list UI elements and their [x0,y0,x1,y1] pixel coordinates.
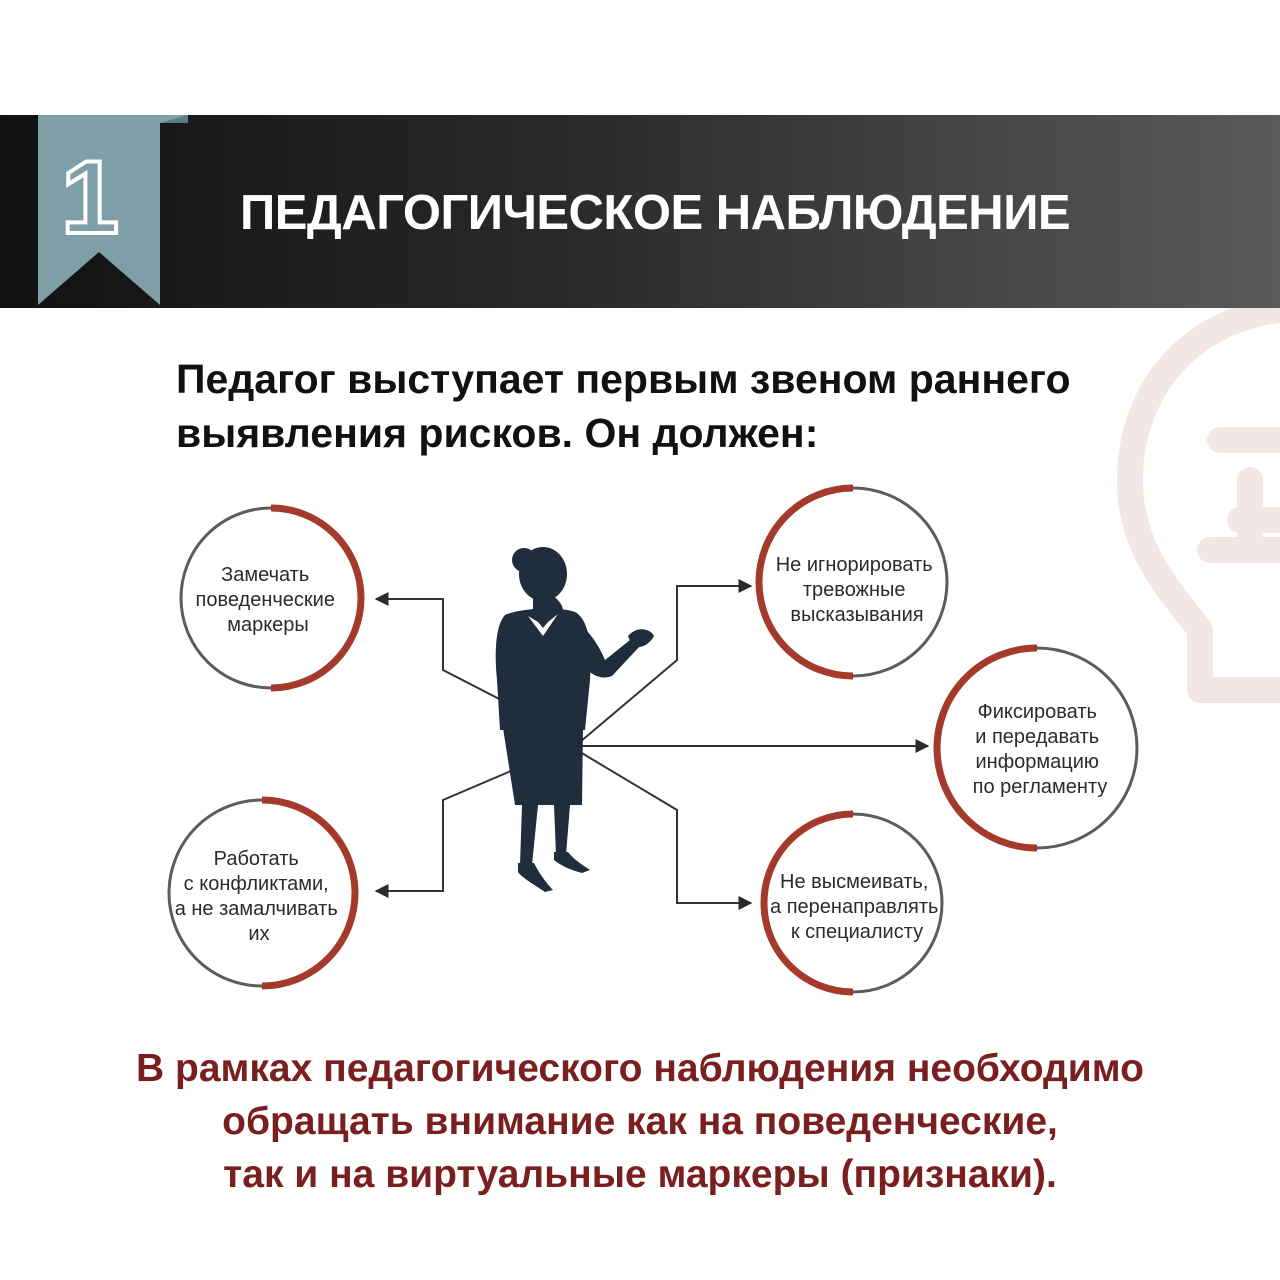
node-label-record-transfer: Фиксировать и передавать информацию по регламенту [972,701,1108,798]
intro-line: выявления рисков. Он должен: [176,410,819,456]
node-label-no-mocking: Не высмеивать, а перенаправлять к специалисту [770,871,939,943]
section-number: 1 [61,140,119,256]
conclusion-line: так и на виртуальные маркеры (признаки). [223,1153,1057,1196]
duties-diagram [0,480,1280,1020]
number-ribbon-icon [38,115,198,305]
conclusion-line: В рамках педагогического наблюдения необходимо [136,1047,1144,1090]
node-label-notice-markers: Замечать поведенческие маркеры [195,564,335,636]
conclusion-line: обращать внимание как на поведенческие, [222,1100,1058,1143]
connector-line [580,752,751,903]
conclusion-text [60,1042,1220,1201]
page-title: ПЕДАГОГИЧЕСКОЕ НАБЛЮДЕНИЕ [240,186,1071,240]
node-label-conflicts: Работать с конфликтами, а не замалчивать их [174,848,338,945]
node-label-alarming-statements: Не игнорировать тревожные высказывания [775,554,933,626]
intro-text [176,352,1156,460]
intro-line: Педагог выступает первым звеном раннего [176,356,1071,402]
teacher-silhouette-icon [496,547,654,892]
